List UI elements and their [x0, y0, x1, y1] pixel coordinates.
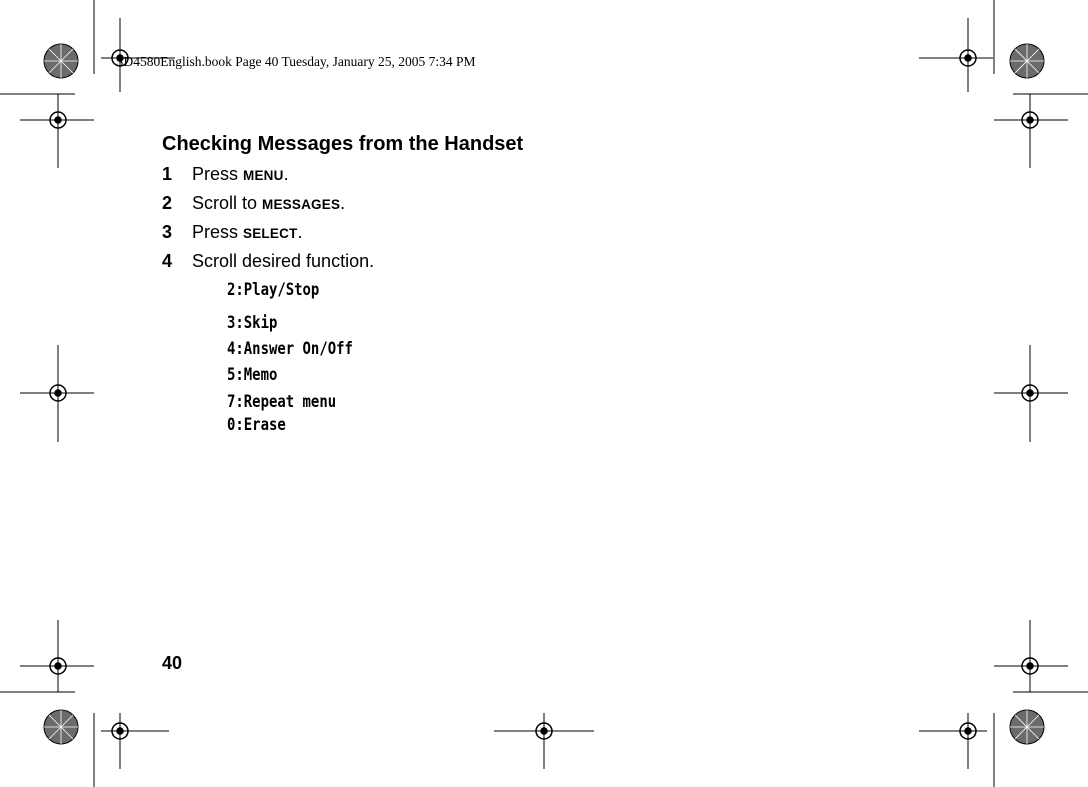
section-title: Checking Messages from the Handset [162, 133, 524, 155]
step-2: 2 Scroll to MESSAGES. [162, 193, 346, 213]
print-header: SD4580English.book Page 40 Tuesday, January 25, 2005 7:34 PM [116, 54, 476, 69]
display-option-memo: 5:Memo [227, 365, 278, 385]
step-3: 3 Press SELECT. [162, 222, 303, 242]
step-text: Scroll desired function. [192, 251, 375, 271]
step-text: Press [192, 222, 244, 242]
step-number: 4 [162, 251, 173, 271]
select-key-label: SELECT [243, 226, 298, 241]
display-option-repeat-menu: 7:Repeat menu [227, 392, 337, 412]
step-text: Press [192, 164, 244, 184]
step-number: 3 [162, 222, 173, 242]
step-number: 1 [162, 164, 173, 184]
step-text: Scroll to [192, 193, 263, 213]
menu-key-label: MENU [243, 168, 284, 183]
display-option-skip: 3:Skip [227, 313, 278, 333]
messages-key-label: MESSAGES [262, 197, 341, 212]
step-1: 1 Press MENU. [162, 164, 289, 184]
display-option-play-stop: 2:Play/Stop [227, 280, 320, 300]
display-option-erase: 0:Erase [227, 415, 286, 435]
step-number: 2 [162, 193, 173, 213]
page-number: 40 [162, 653, 183, 673]
display-option-answer-on-off: 4:Answer On/Off [227, 339, 353, 359]
step-4 [162, 251, 374, 272]
